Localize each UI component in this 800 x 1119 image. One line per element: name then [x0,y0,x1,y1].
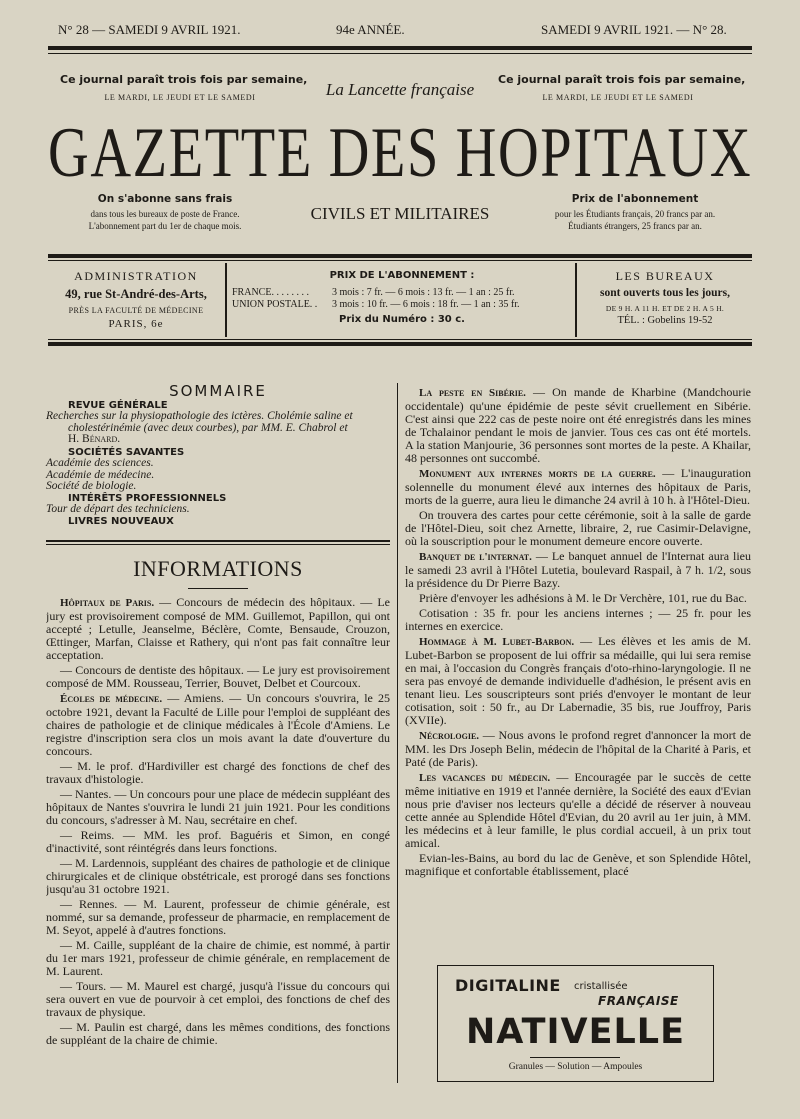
article-paragraph [46,857,390,896]
subtitle-lancette: La Lancette française [325,80,475,99]
article-text: — Tours. — M. Maurel est chargé, jusqu'à l'issue du concours qui sera ouvert en vue de pourvoir à cet emploi, des fonctions de chef des travaux de physique. [46,979,390,1019]
article-text: — Encouragée par le succès de cette même initiative en 1919 et l'année dernière, la Société des eaux d'Evian nous prie d'aviser nos lecteurs qu'elle a décidé de réserver à nouveau cette année au Splendide Hôtel d'Evian, du 20 avril au 1er juin, à MM. les médecins et à leur famille, le plus cordial accueil, à un prix tout amical. [405,770,751,850]
article-text: — Concours de dentiste des hôpitaux. — Le jury est provisoirement composé de MM. Rousseau, Terrier, Bouvet, Delbet et Courcoux. [46,663,390,690]
issue-date-right: SAMEDI 9 AVRIL 1921. — N° 28. [541,22,727,37]
box-divider-2 [575,263,577,337]
admin-near: PRÈS LA FACULTÉ DE MÉDECINE [68,306,204,315]
article-paragraph [405,386,751,465]
ad-footer: Granules — Solution — Ampoules [508,1062,643,1072]
article-heading: Hôpitaux de Paris. [60,597,155,609]
sommaire-bottom-rule [46,540,390,542]
article-heading: Banquet de l'internat. [419,551,532,563]
informations-title: INFORMATIONS [133,556,303,581]
article-paragraph [405,635,751,727]
bureaux-box [578,260,752,335]
right-column [405,386,751,954]
article-paragraph [405,550,751,590]
notice-left [60,73,308,102]
article-heading: Les vacances du médecin. [419,772,551,784]
notice-right-title: Ce journal paraît trois fois par semaine, [498,73,746,86]
subscription-box [232,260,572,335]
civils-militaires: CIVILS ET MILITAIRES [310,204,490,223]
article-text: — Concours de médecin des hôpitaux. — Le jury est provisoirement composé de MM. Guillemot, Papillon, qui ont accepté ; Letulle, Jeanselme, Béclère, Comte, Bensaude, Crouzon, Œttinger, Marfan, Claisse et Rathery, qui n'ont pas fait connaître leur acceptation. [46,596,390,662]
article-text: On trouvera des cartes pour cette cérémonie, soit à la salle de garde de l'Hôtel-Dieu, soit chez Arnette, libraire, 2, rue Casimir-Delavigne, où la souscription pour le monument demeure encore ouverte. [405,508,751,548]
article-text: — Nantes. — Un concours pour une place de médecin suppléant des hôpitaux de Nantes s'ouvrira le lundi 21 juin 1921. Pour les conditions du concours, s'adresser à M. Nau, secrétaire en chef. [46,787,390,827]
notice-left-title: Ce journal paraît trois fois par semaine, [60,73,308,86]
sommaire-soc-head: SOCIÉTÉS SAVANTES [68,446,185,458]
bureaux-tel: TÉL. : Gobelins 19-52 [617,315,713,326]
article-paragraph [405,607,751,633]
notice-left-days: LE MARDI, LE JEUDI ET LE SAMEDI [104,93,256,102]
bureaux-title: LES BUREAUX [615,269,715,283]
france-prices: 3 mois : 7 fr. — 6 mois : 13 fr. — 1 an : 25 fr. [332,287,515,298]
sommaire-revue-line-2: cholestérinémie (avec deux courbes), par MM. E. Chabrol et [68,421,348,434]
admin-title: ADMINISTRATION [74,269,198,283]
union-prices: 3 mois : 10 fr. — 6 mois : 18 fr. — 1 an : 35 fr. [332,299,520,310]
year-label: 94e ANNÉE. [336,22,405,37]
article-paragraph [46,829,390,855]
sommaire [46,382,390,527]
article-text: — Rennes. — M. Laurent, professeur de chimie générale, est nommé, sur sa demande, professeur de pharmacie, en remplacement de M. Seyot, appelé à d'autres fonctions. [46,897,390,937]
price-line-2: Étudiants étrangers, 25 francs par an. [568,221,702,231]
article-heading: Monument aux internes morts de la guerre. [419,468,656,480]
article-paragraph [405,509,751,548]
sommaire-revue-head: REVUE GÉNÉRALE [68,399,168,411]
union-row [232,299,572,310]
top-rule [48,46,752,50]
box-bottom-rule [48,342,752,346]
left-column [46,596,390,1081]
article-text: Evian-les-Bains, au bord du lac de Genève, et son Splendide Hôtel, magnifique et confortable établissement, placé [405,851,751,878]
article-paragraph [405,467,751,507]
administration-box [48,260,224,335]
issue-date-left: N° 28 — SAMEDI 9 AVRIL 1921. [58,22,241,37]
article-text: — M. Paulin est chargé, dans les mêmes conditions, des fonctions de suppléant de la chaire de chimie. [46,1020,390,1047]
article-paragraph [46,788,390,827]
ad-rule [530,1057,620,1058]
article-paragraph [405,852,751,878]
top-rule-thin [48,53,752,54]
numero-price: Prix du Numéro : 30 c. [339,314,465,325]
article-text: — M. le prof. d'Hardiviller est chargé des fonctions de chef des travaux d'histologie. [46,759,390,786]
ad-brand-nativelle: NATIVELLE [465,1012,686,1052]
article-paragraph [46,760,390,786]
sommaire-revue-line-1: Recherches sur la physiopathologie des ictères. Cholémie saline et [46,410,353,422]
sommaire-int-head: INTÉRÊTS PROFESSIONNELS [68,492,227,504]
subscription-title: PRIX DE L'ABONNEMENT : [329,270,475,281]
article-paragraph [46,664,390,690]
box-bottom-rule-thin [48,339,752,340]
notice-right-days: LE MARDI, LE JEUDI ET LE SAMEDI [542,93,694,102]
masthead-title: GAZETTE DES HOPITAUX [48,114,753,192]
article-heading: La peste en Sibérie. [419,387,526,399]
article-text: — Amiens. — Un concours s'ouvrira, le 25 octobre 1921, devant la Faculté de Lille pour l'emploi de suppléant des chaires de pathologie et de clinique médicales à l'École d'Amiens. Le registre d'inscription sera clos un mois avant la date d'ouverture du concours. [46,691,390,758]
article-paragraph [405,771,751,850]
article-paragraph [46,898,390,937]
sommaire-bottom-rule-thin [46,544,390,545]
article-text: Cotisation : 35 fr. pour les anciens internes ; — 25 fr. pour les internes en exercice. [405,606,751,633]
box-top-rule [48,254,752,258]
notice-right [498,73,746,102]
article-text: — M. Caille, suppléant de la chaire de chimie, est nommé, à partir du 1er mars 1921, professeur de chimie générale, en remplacement de M. Laurent. [46,938,390,978]
article-paragraph [46,596,390,662]
france-label: FRANCE. . . . . . . . [232,287,309,298]
price-line-1: pour les Étudiants français, 20 francs par an. [554,209,716,219]
article-text: Prière d'envoyer les adhésions à M. le Dr Verchère, 101, rue du Bac. [419,591,747,605]
informations-underline [188,588,248,589]
union-label: UNION POSTALE. . [232,299,318,310]
bureaux-hours: DE 9 H. A 11 H. ET DE 2 H. A 5 H. [605,304,725,313]
ad-francaise: FRANÇAISE [598,994,679,1008]
article-paragraph [405,592,751,605]
sommaire-revue-line-3: H. Bénard. [68,433,121,445]
article-text: — On mande de Kharbine (Mandchourie occidentale) qu'une épidémie de peste sévit cruellement en Sibérie. C'est ainsi que 222 cas de peste noire ont été enregistrés dans les mines de Tchalainor pendant le mois de janvier. Tous ces cas ont été mortels. A la station Manjourie, 36 personnes sont mortes de la peste. A Khailar, 48 personnes ont succombé. [405,386,751,465]
ad-cristallisee: cristallisée [574,981,628,992]
article-text: — Les élèves et les amis de M. Lubet-Barbon se proposent de lui offrir sa médaille, qui lui sera remise en mai, à l'occasion du Congrès français d'oto-rhino-laryngologie. Il ne sera pas envoyé de demande individuelle d'adhésion, le présent avis en tenant lieu. Les souscripteurs sont priés d'envoyer le montant de leur cotisation, soit : 50 fr., au Dr Labernadie, 35 bis, rue Jouffroy, Paris (XVIIe). [405,634,751,727]
article-heading: Hommage à M. Lubet-Barbon. [419,636,575,648]
article-text: — L'inauguration solennelle du monument élevé aux internes des hôpitaux de Paris, morts de la guerre, aura lieu le dimanche 24 avril à 10 h. à l'Hôtel-Dieu. [405,466,751,507]
article-text: — Reims. — MM. les prof. Baguéris et Simon, en congé d'inactivité, sont réintégrés dans leurs fonctions. [46,828,390,855]
admin-address: 49, rue St-André-des-Arts, [65,287,207,301]
subscribe-line-1: dans tous les bureaux de poste de France. [90,209,240,219]
article-paragraph [46,692,390,758]
article-paragraph [46,939,390,978]
article-paragraph [46,980,390,1019]
france-row [232,287,572,298]
admin-city: PARIS, 6e [108,318,164,330]
box-divider-1 [225,263,227,337]
article-text: — M. Lardennois, suppléant des chaires de pathologie et de clinique chirurgicales et de clinique obstétricale, est prorogé dans ses fonctions jusqu'au 31 octobre 1921. [46,856,390,896]
digitaline-advertisement [437,965,714,1082]
column-divider [397,383,398,1083]
article-heading: Nécrologie. [419,730,480,742]
sommaire-soc-1: Académie des sciences. [46,457,154,469]
subscribe-title: On s'abonne sans frais [97,193,233,205]
article-paragraph [405,729,751,769]
ad-brand-digitaline: DIGITALINE [455,976,561,995]
price-info [520,193,750,231]
sommaire-title: SOMMAIRE [169,382,267,400]
bureaux-open: sont ouverts tous les jours, [599,287,730,299]
article-heading: Écoles de médecine. [60,693,163,705]
article-paragraph [46,1021,390,1047]
sommaire-livres-head: LIVRES NOUVEAUX [68,515,174,527]
price-title: Prix de l'abonnement [571,193,699,205]
sommaire-soc-2: Académie de médecine. [46,468,155,481]
sommaire-int-1: Tour de départ des techniciens. [46,503,190,515]
subscribe-line-2: L'abonnement part du 1er de chaque mois. [88,221,242,231]
subscribe-info [50,193,280,231]
sommaire-soc-3: Société de biologie. [46,480,137,492]
article-text: — Nous avons le profond regret d'annoncer la mort de MM. les Drs Joseph Belin, médecin de l'hôpital de la Charité à Paris, et Paté (de Paris). [405,728,751,769]
article-text: — Le banquet annuel de l'Internat aura lieu le samedi 23 avril à l'Hôtel Lutetia, boulevard Raspail, à 7 h. 1/2, sous la présidence du Dr Pierre Bazy. [405,549,751,590]
